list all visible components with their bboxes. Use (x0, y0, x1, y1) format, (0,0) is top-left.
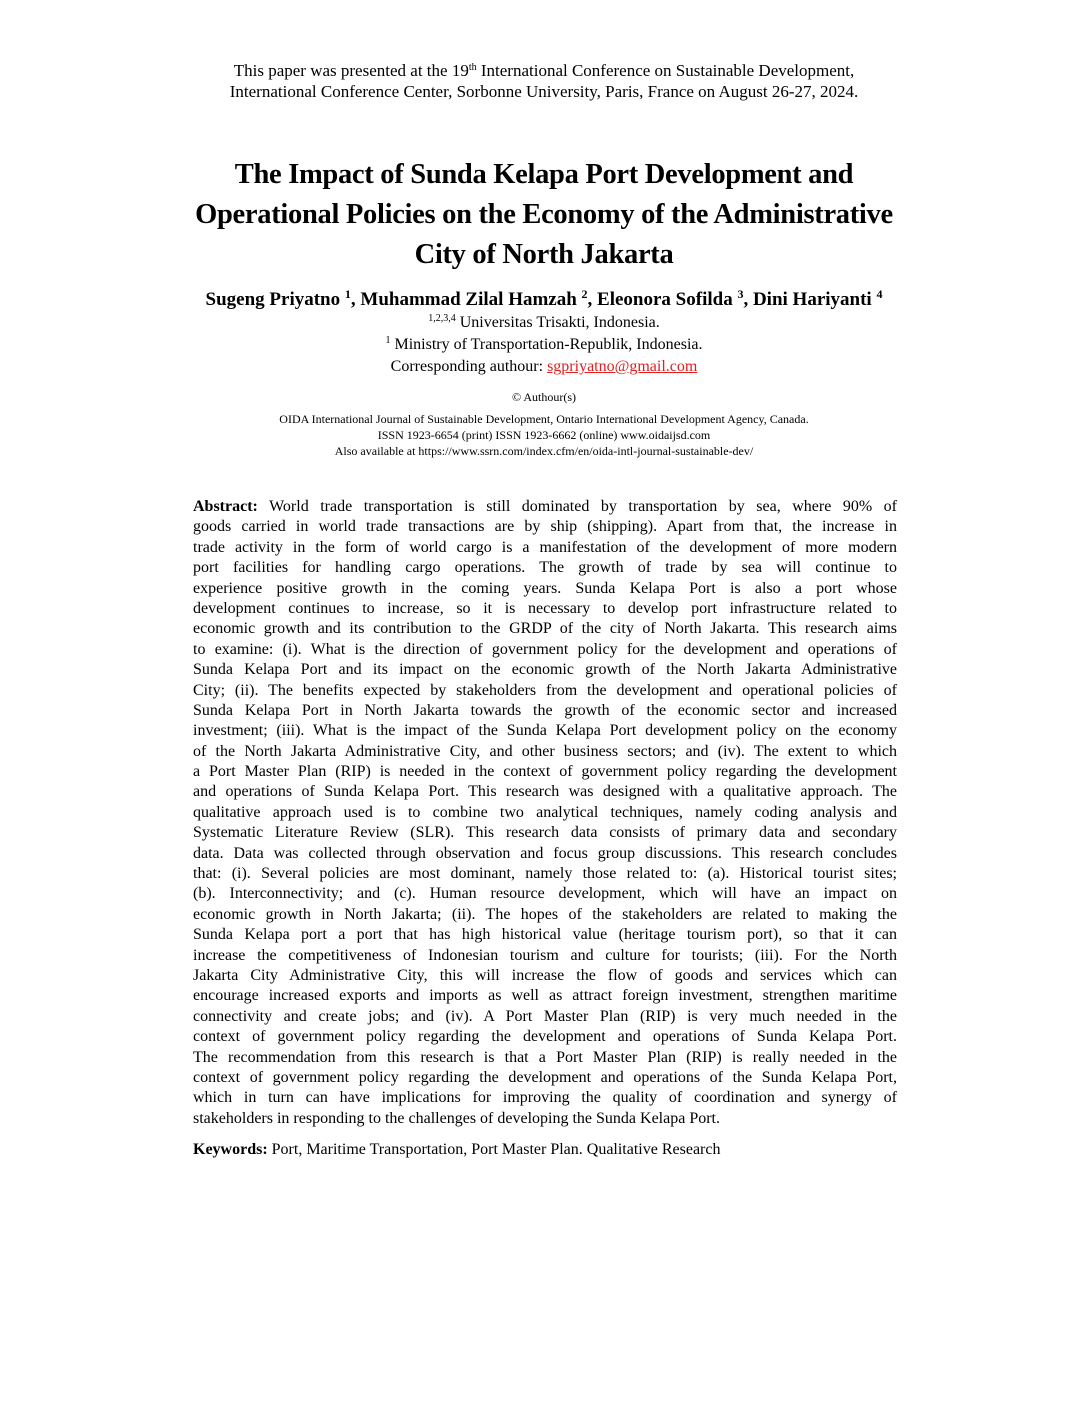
abstract-line: data. Data was collected through observation and focus group discussions. This research concludes (193, 844, 897, 862)
affiliation: $^1$ Ministry of Transportation-Republik, Indonesia. (385, 335, 703, 353)
abstract-line: port facilities for handling cargo operations. The growth of trade by sea will continue to (193, 559, 897, 577)
abstract-line: encourage increased exports and imports as well as attract foreign investment, strengthen maritime (193, 987, 897, 1005)
author: Dini Hariyanti $^4$ (752, 287, 883, 310)
author-list (0, 288, 1088, 312)
abstract-line: Sunda Kelapa port a port that has high historical value (heritage tourism port), so that it can (193, 926, 897, 944)
abstract-line: investment; (iii). What is the impact of the Sunda Kelapa Port development policy on the economy (193, 722, 897, 740)
keywords (193, 1140, 897, 1160)
conference-line-2: International Conference Center, Sorbonne University, Paris, France on August 26-27, 2024. (229, 82, 859, 101)
abstract-line: qualitative approach used is to combine two analytical techniques, namely coding analysis and (193, 803, 897, 821)
abstract-line: stakeholders in responding to the challenges of developing the Sunda Kelapa Port. (193, 1109, 720, 1127)
abstract-line: Sunda Kelapa Port in North Jakarta towards the growth of the economic sector and increased (193, 701, 897, 719)
abstract-line: Jakarta City Administrative City, this will increase the flow of goods and services which can (193, 966, 897, 984)
abstract-line: increase the competitiveness of Indonesian tourism and culture for tourists; (iii). For the North (193, 946, 897, 964)
abstract-line: (b). Interconnectivity; and (c). Human resource development, which will have an impact on (193, 885, 897, 903)
abstract-line: experience positive growth in the coming years. Sunda Kelapa Port is also a port whose (193, 579, 897, 597)
abstract-line: Sunda Kelapa Port and its impact on the economic growth of the North Jakarta Administrative (193, 661, 897, 679)
abstract-line: which in turn can have implications for improving the quality of coordination and synergy of (193, 1089, 897, 1107)
abstract-line: a Port Master Plan (RIP) is needed in the context of government policy regarding the development (193, 763, 897, 781)
conference-note (0, 60, 1088, 102)
keywords-text: Port, Maritime Transportation, Port Master Plan. Qualitative Research (267, 1141, 721, 1158)
abstract-line: context of government policy regarding the development and operations of Sunda Kelapa Port. (193, 1028, 897, 1046)
copyright: © Authour(s) (511, 390, 577, 404)
paper-title (0, 155, 1088, 275)
journal-name: OIDA International Journal of Sustainable Development, Ontario International Development Agency, Canada. (279, 412, 809, 426)
abstract-line: economic growth in North Jakarta; (ii). The hopes of the stakeholders are related to making the (193, 905, 897, 923)
corresponding-author: Corresponding authour: sgpriyatno@gmail.com (390, 358, 698, 375)
title-line-1: The Impact of Sunda Kelapa Port Development and (234, 159, 854, 190)
keywords-label: Keywords: (193, 1141, 268, 1158)
author: Muhammad Zilal Hamzah $^2$, (360, 287, 598, 310)
abstract-line: Abstract: World trade transportation is still dominated by transportation by sea, where 90% of (193, 498, 897, 515)
abstract-line: The recommendation from this research is that a Port Master Plan (RIP) is really needed in the (193, 1048, 897, 1066)
conference-line-1: This paper was presented at the 19th International Conference on Sustainable Development, (233, 61, 855, 80)
abstract-body (193, 517, 897, 1129)
affiliation: $^{1,2,3,4}$ Universitas Trisakti, Indonesia. (428, 313, 660, 331)
abstract-line: connectivity and create jobs; and (iv). A Port Master Plan (RIP) is very much needed in the (193, 1007, 897, 1025)
abstract-label: Abstract: (193, 498, 258, 515)
author: Eleonora Sofilda $^3$, (597, 287, 753, 310)
email-link[interactable]: sgpriyatno@gmail.com (547, 358, 698, 375)
abstract-line: development continues to increase, so it is necessary to develop port infrastructure related to (193, 599, 897, 617)
abstract-line: context of government policy regarding the development and operations of the Sunda Kelapa Port, (193, 1068, 897, 1086)
title-line-2: Operational Policies on the Economy of the Administrative (195, 199, 893, 230)
author: Sugeng Priyatno $^1$, (205, 287, 361, 310)
abstract-line: and operations of Sunda Kelapa Port. This research was designed with a qualitative approach. The (193, 783, 897, 801)
abstract (193, 497, 897, 1129)
abstract-line: trade activity in the form of world cargo is a manifestation of the development of more modern (193, 538, 897, 556)
abstract-line: of the North Jakarta Administrative City, and other business sectors; and (iv). The extent to which (193, 742, 897, 760)
issn: ISSN 1923-6654 (print) ISSN 1923-6662 (online) www.oidaijsd.com (377, 428, 711, 442)
abstract-line: to examine: (i). What is the direction of government policy for the development and operations of (193, 640, 897, 658)
abstract-line: Systematic Literature Review (SLR). This research data consists of primary data and secondary (193, 824, 897, 842)
abstract-line: that: (i). Several policies are most dominant, namely those related to: (a). Historical tourist sites; (193, 865, 897, 883)
availability-note: Also available at https://www.ssrn.com/index.cfm/en/oida-intl-journal-sustainable-dev/ (334, 444, 754, 458)
abstract-line: goods carried in world trade transactions are by ship (shipping). Apart from that, the increase in (193, 518, 897, 536)
abstract-line: City; (ii). The benefits expected by stakeholders from the development and operational policies of (193, 681, 897, 699)
title-line-3: City of North Jakarta (414, 239, 674, 270)
abstract-line: economic growth and its contribution to the GRDP of the city of North Jakarta. This research aims (193, 620, 897, 638)
